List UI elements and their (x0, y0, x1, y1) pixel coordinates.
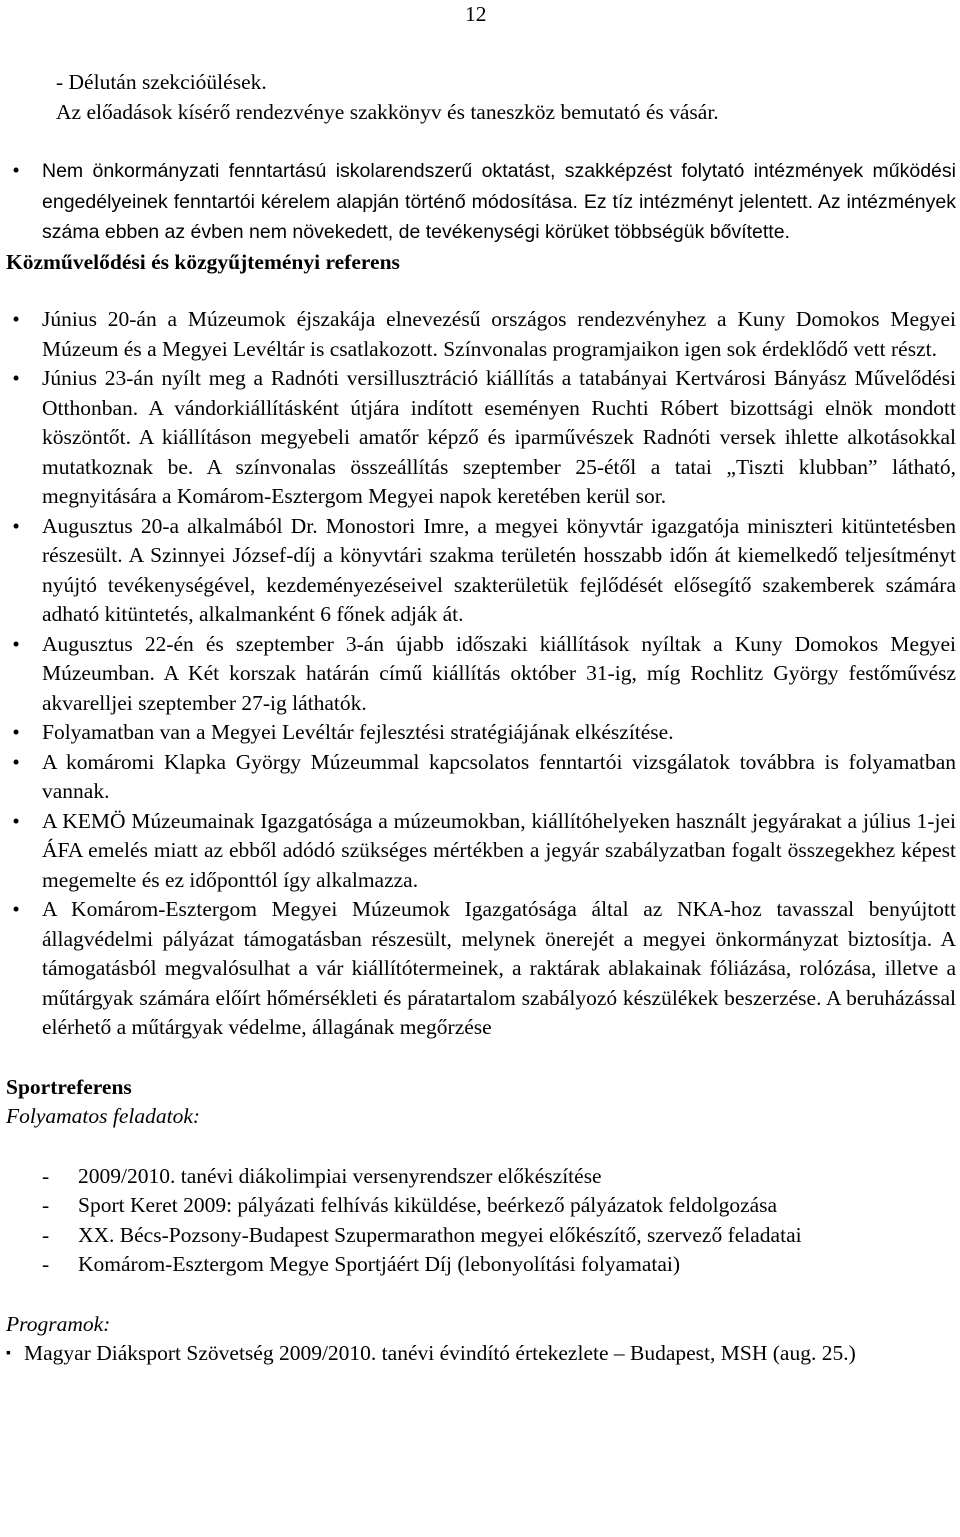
list-item (6, 1162, 956, 1192)
list-item-text: Augusztus 22-én és szeptember 3-án újabb időszaki kiállítások nyíltak a Kuny Domokos Megyei Múzeumban. A Két korszak határán című kiállítás október 31-ig, míg Rochlitz György festőművész akvarelljei szeptember 27-ig láthatók. (42, 631, 956, 715)
list-item (6, 718, 956, 748)
list-item-text: XX. Bécs-Pozsony-Budapest Szupermarathon megyei előkészítő, szervező feladatai (78, 1222, 802, 1247)
subheading-folyamatos: Folyamatos feladatok: (6, 1104, 201, 1128)
bullet-icon: • (12, 808, 20, 833)
bullet-icon: • (12, 158, 20, 182)
bullet-icon: • (12, 513, 20, 538)
bullet-icon: • (12, 631, 20, 656)
section-heading-sport: Sportreferens (6, 1074, 132, 1099)
list-item (6, 1221, 956, 1251)
dash-marker: - (42, 1222, 50, 1247)
first-bullet-list (6, 156, 956, 248)
top-line-1: - Délután szekcióülések. (56, 70, 267, 94)
square-bullet-icon: ▪ (6, 1346, 11, 1361)
dash-marker: - (42, 1163, 50, 1188)
bullet-icon: • (12, 307, 20, 331)
document-body (6, 68, 956, 1369)
list-item (6, 1339, 956, 1369)
list-item (6, 305, 956, 364)
list-item-text: A komáromi Klapka György Múzeummal kapcsolatos fenntartói vizsgálatok továbbra is folyamatban vannak. (42, 749, 956, 803)
top-line-2: Az előadások kísérő rendezvénye szakkönyv és taneszköz bemutató és vásár. (56, 99, 719, 124)
dash-marker: - (42, 1193, 50, 1217)
bullet-icon: • (12, 749, 20, 774)
list-item (6, 630, 956, 719)
list-item (6, 895, 956, 1043)
bullet-icon: • (12, 897, 20, 921)
program-list (6, 1339, 956, 1369)
list-item-text: Június 20-án a Múzeumok éjszakája elnevezésű országos rendezvényhez a Kuny Domokos Megyei Múzeum és a Megyei Levéltár is csatlakozott. Színvonalas programjaikon igen sok érdeklődő vett részt. (42, 307, 956, 361)
list-item-text: Folyamatban van a Megyei Levéltár fejlesztési stratégiájának elkészítése. (42, 720, 674, 744)
dash-marker: - (42, 1252, 50, 1276)
sport-task-list (6, 1162, 956, 1280)
list-item-text: Június 23-án nyílt meg a Radnóti versillusztráció kiállítás a tatabányai Kertvárosi Bányász Művelődési Otthonban. A vándorkiállításként útjára indított eseményen Ruchti Róbert bizottsági elnök mondott köszöntőt. A kiállításon megyebeli amatőr képző és iparművészek Radnóti versek ihlette alkotásokkal mutatkoznak be. A színvonalas összeállítás szeptember 25-étől a tatai „Tiszti klubban” látható, megnyitására a Komárom-Esztergom Megyei napok keretében kerül sor. (42, 366, 956, 508)
subheading-programok: Programok: (6, 1311, 111, 1336)
list-item-text: Nem önkormányzati fenntartású iskolarendszerű oktatást, szakképzést folytató intézmények működési engedélyeinek fenntartói kérelem alapján történő módosítása. Ez tíz intézményt jelentett. Az intézmények száma ebben az évben nem növekedett, de tevékenységi körüket többségük bővítette. (42, 160, 956, 243)
list-item (6, 748, 956, 807)
bullet-icon: • (12, 366, 20, 390)
list-item (6, 156, 956, 248)
list-item-text: A Komárom-Esztergom Megyei Múzeumok Igazgatósága által az NKA-hoz tavasszal benyújtott állagvédelmi pályázat támogatásban részesült, melynek önerejét a megyei önkormányzat biztosítja. A támogatásból megvalósulhat a vár kiállítótermeinek, a raktárak ablakainak fóliázása, rolózása, illetve a műtárgyak számára előírt hőmérsékleti és páratartalom szabályozó készülékek beszerzése. A beruházással elérhető a műtárgyak védelme, állagának megőrzése (42, 897, 956, 1039)
list-item-text: Magyar Diáksport Szövetség 2009/2010. tanévi évindító értekezlete – Budapest, MSH (aug. 25.) (24, 1341, 856, 1365)
list-item-text: 2009/2010. tanévi diákolimpiai versenyrendszer előkészítése (78, 1163, 602, 1188)
list-item (6, 364, 956, 512)
list-item (6, 1250, 956, 1280)
kozmuvelodes-list (6, 305, 956, 1043)
top-block (6, 68, 956, 127)
bullet-icon: • (12, 720, 20, 744)
list-item (6, 1191, 956, 1221)
list-item-text: A KEMÖ Múzeumainak Igazgatósága a múzeumokban, kiállítóhelyeken használt jegyárakat a július 1-jei ÁFA emelés miatt az ebből adódó szükséges mértékben a jegyár szabályzatban fogalt összegekhez képest megemelte és ez időponttól így alkalmazza. (42, 808, 956, 892)
list-item-text: Sport Keret 2009: pályázati felhívás kiküldése, beérkező pályázatok feldolgozása (78, 1193, 778, 1217)
list-item (6, 807, 956, 896)
section-heading-kozmuvelodes: Közművelődési és közgyűjteményi referens (6, 249, 400, 274)
list-item (6, 512, 956, 630)
list-item-text: Augusztus 20-a alkalmából Dr. Monostori Imre, a megyei könyvtár igazgatója miniszteri kitüntetésben részesült. A Szinnyei József-díj a könyvtári szakma területén hosszabb időn át kiemelkedő teljesítményt nyújtó tevékenységével, kezdeményezéseivel szakterületük fejlődését elősegítő szakemberek számára adható kitüntetés, alkalmanként 6 főnek adják át. (42, 513, 956, 626)
list-item-text: Komárom-Esztergom Megye Sportjáért Díj (lebonyolítási folyamatai) (78, 1252, 681, 1276)
page-number: 12 (465, 2, 487, 26)
